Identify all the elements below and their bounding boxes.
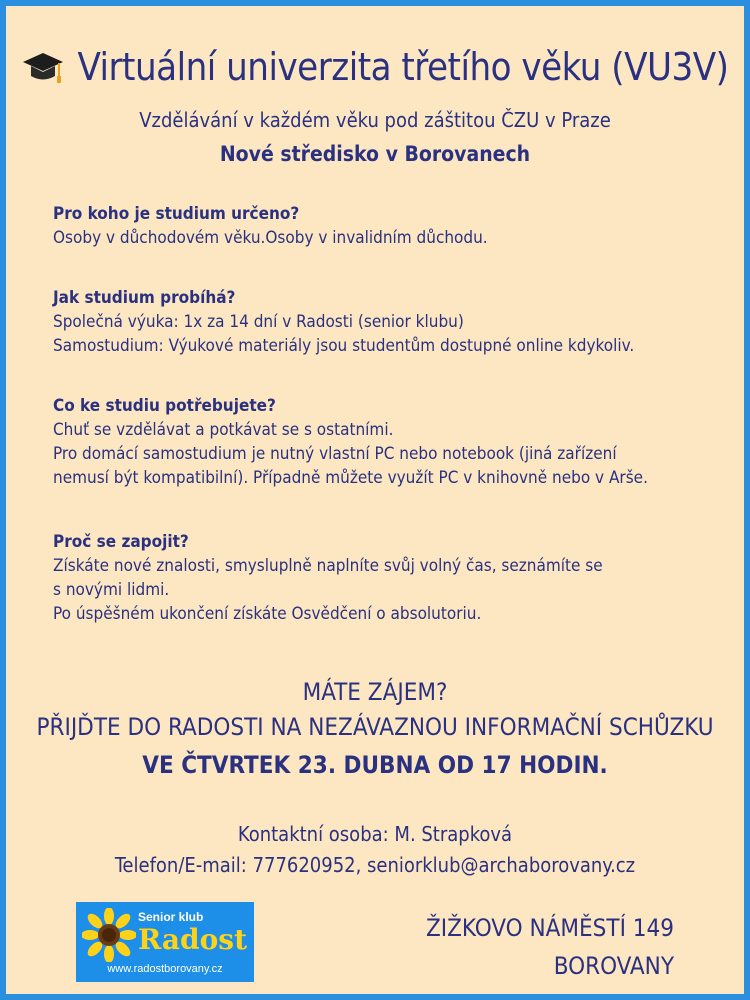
- graduation-cap-icon: [21, 47, 65, 87]
- section-heading: Pro koho je studium určeno?: [53, 204, 300, 224]
- contact-phone-email: Telefon/E-mail: 777620952, seniorklub@archaborovany.cz: [114, 853, 636, 877]
- section-line: nemusí být kompatibilní). Případně můžete využít PC v knihovně nebo v Arše.: [53, 468, 648, 488]
- section-who: [53, 202, 713, 250]
- section-heading: Jak studium probíhá?: [53, 288, 236, 308]
- subtitle: Vzdělávání v každém věku pod záštitou ČZU v Praze: [139, 108, 611, 132]
- logo: [76, 902, 254, 982]
- logo-subtitle: Senior klub: [138, 910, 204, 924]
- section-heading: Proč se zapojit?: [53, 532, 189, 552]
- title-text: Virtuální univerzita třetího věku (VU3V): [77, 45, 729, 89]
- subtitle-center: Nové středisko v Borovanech: [219, 142, 531, 166]
- section-line: s novými lidmi.: [53, 580, 170, 600]
- section-line: Samostudium: Výukové materiály jsou studentům dostupné online kdykoliv.: [53, 336, 635, 356]
- logo-url: www.radostborovany.cz: [107, 963, 223, 975]
- poster: [6, 6, 744, 994]
- section-line: Chuť se vzdělávat a potkávat se s ostatními.: [53, 420, 394, 440]
- cta-invitation: PŘIJĎTE DO RADOSTI NA NEZÁVAZNOU INFORMAČNÍ SCHŮZKU: [36, 713, 714, 741]
- section-heading: Co ke studiu potřebujete?: [53, 396, 276, 416]
- contact-person: Kontaktní osoba: M. Strapková: [237, 822, 513, 846]
- sunflower-icon: [82, 908, 136, 962]
- section-line: Pro domácí samostudium je nutný vlastní PC nebo notebook (jiná zařízení: [53, 444, 617, 464]
- section-line: Společná výuka: 1x za 14 dní v Radosti (senior klubu): [53, 312, 464, 332]
- section-how: [53, 286, 713, 358]
- section-line: Po úspěšném ukončení získáte Osvědčení o absolutoriu.: [53, 604, 482, 624]
- section-why: [53, 530, 713, 626]
- address-street: ŽIŽKOVO NÁMĚSTÍ 149: [425, 914, 674, 942]
- section-line: Osoby v důchodovém věku.Osoby v invalidním důchodu.: [53, 228, 488, 248]
- title-row: [6, 40, 744, 94]
- cta-date: VE ČTVRTEK 23. DUBNA OD 17 HODIN.: [142, 751, 608, 779]
- section-needs: [53, 394, 713, 490]
- section-line: Získáte nové znalosti, smysluplně naplníte svůj volný čas, seznámíte se: [53, 556, 603, 576]
- address-city: BOROVANY: [553, 952, 674, 980]
- logo-name: Radost: [138, 923, 248, 956]
- page-title: [21, 40, 728, 94]
- cta-question: MÁTE ZÁJEM?: [302, 678, 448, 706]
